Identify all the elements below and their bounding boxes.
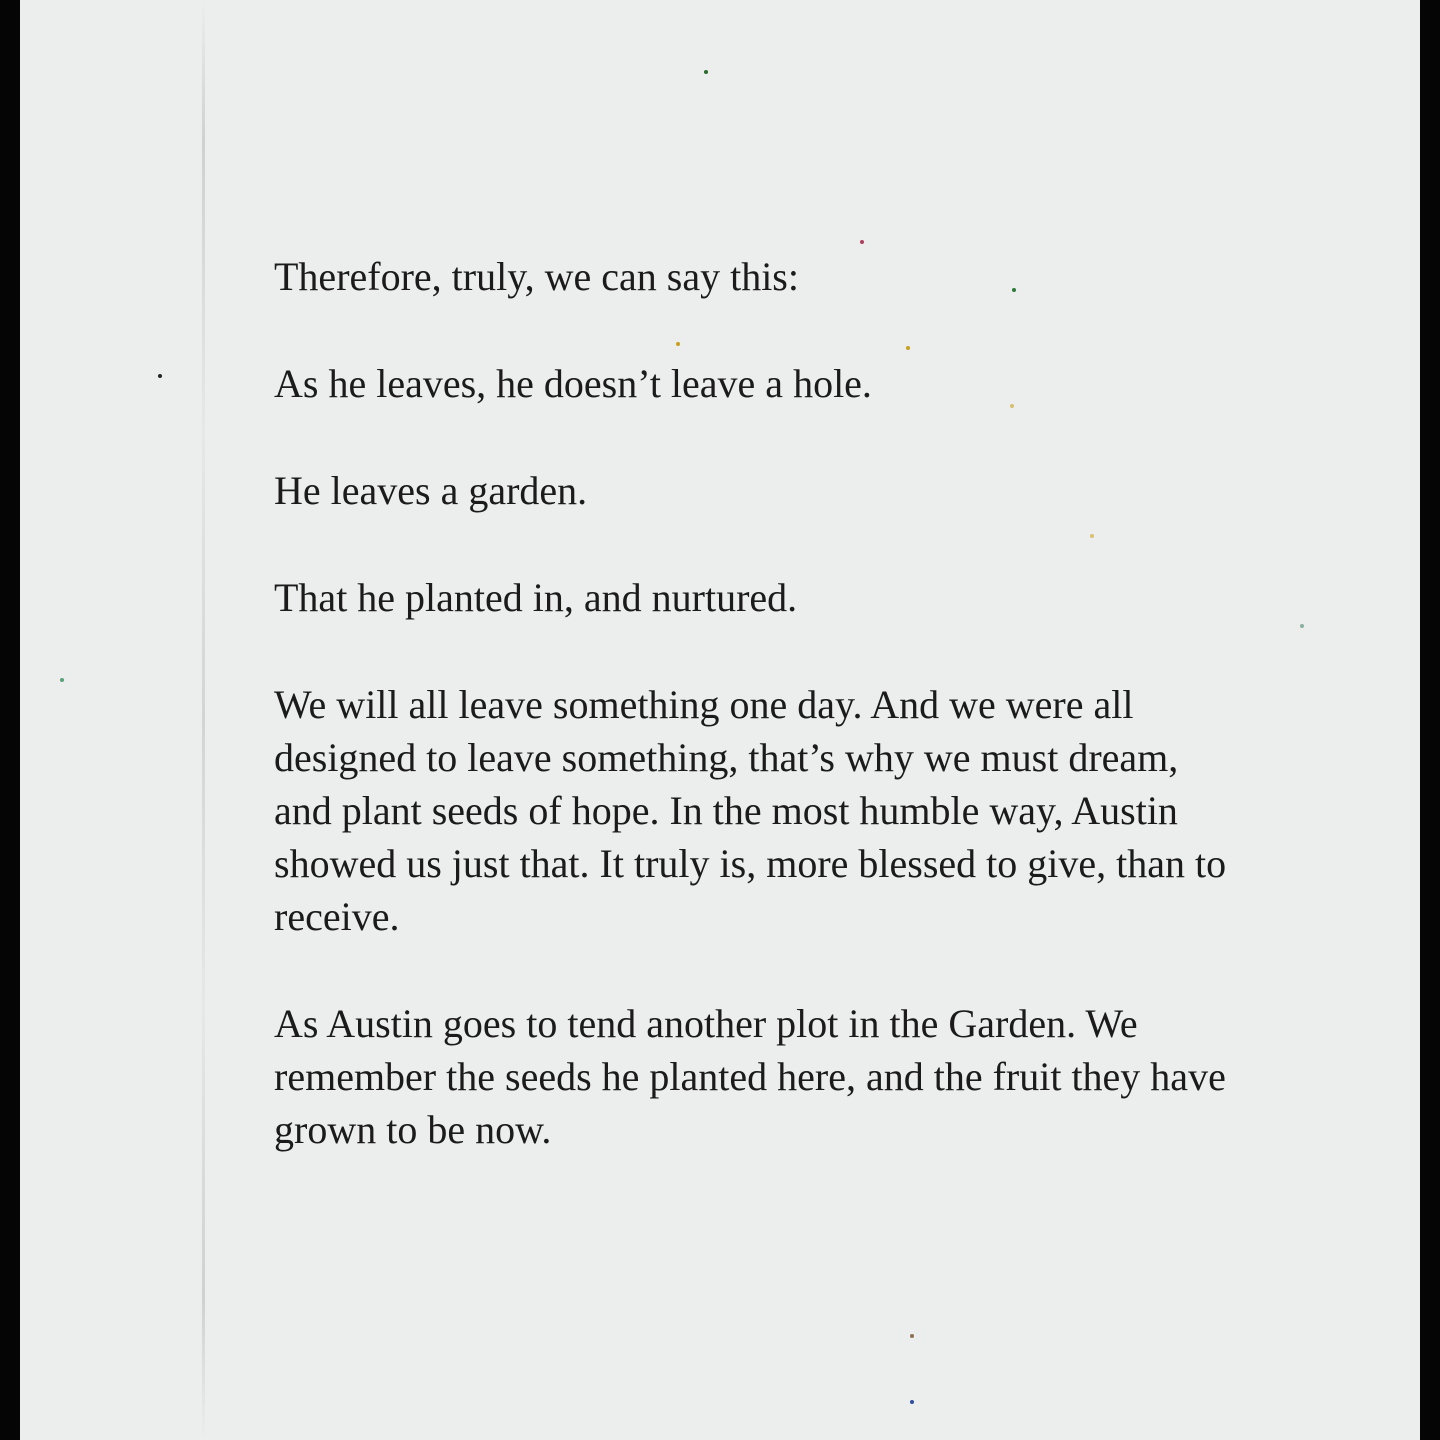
dust-speck bbox=[910, 1400, 914, 1404]
dust-speck bbox=[704, 70, 708, 74]
paragraph-hole: As he leaves, he doesn’t leave a hole. bbox=[274, 361, 872, 406]
dust-speck bbox=[158, 374, 162, 378]
paragraph-intro: Therefore, truly, we can say this: bbox=[274, 254, 799, 299]
paper-sheet bbox=[20, 0, 1420, 1440]
paragraph-leave-something: We will all leave something one day. And we were all designed to leave something, that’s why we must dream, and plant seeds of hope. In the most humble way, Austin showed us just that. It truly is, more blessed to give, than to receive. bbox=[274, 682, 1227, 939]
dust-speck bbox=[860, 240, 864, 244]
document-body bbox=[274, 250, 1234, 1210]
paragraph-planted: That he planted in, and nurtured. bbox=[274, 575, 798, 620]
paragraph-garden: He leaves a garden. bbox=[274, 468, 588, 513]
dust-speck bbox=[910, 1334, 914, 1338]
dust-speck bbox=[60, 678, 64, 682]
dust-speck bbox=[1300, 624, 1304, 628]
paragraph-closing: As Austin goes to tend another plot in the Garden. We remember the seeds he planted here, and the fruit they have grown to be now. bbox=[274, 1001, 1226, 1152]
